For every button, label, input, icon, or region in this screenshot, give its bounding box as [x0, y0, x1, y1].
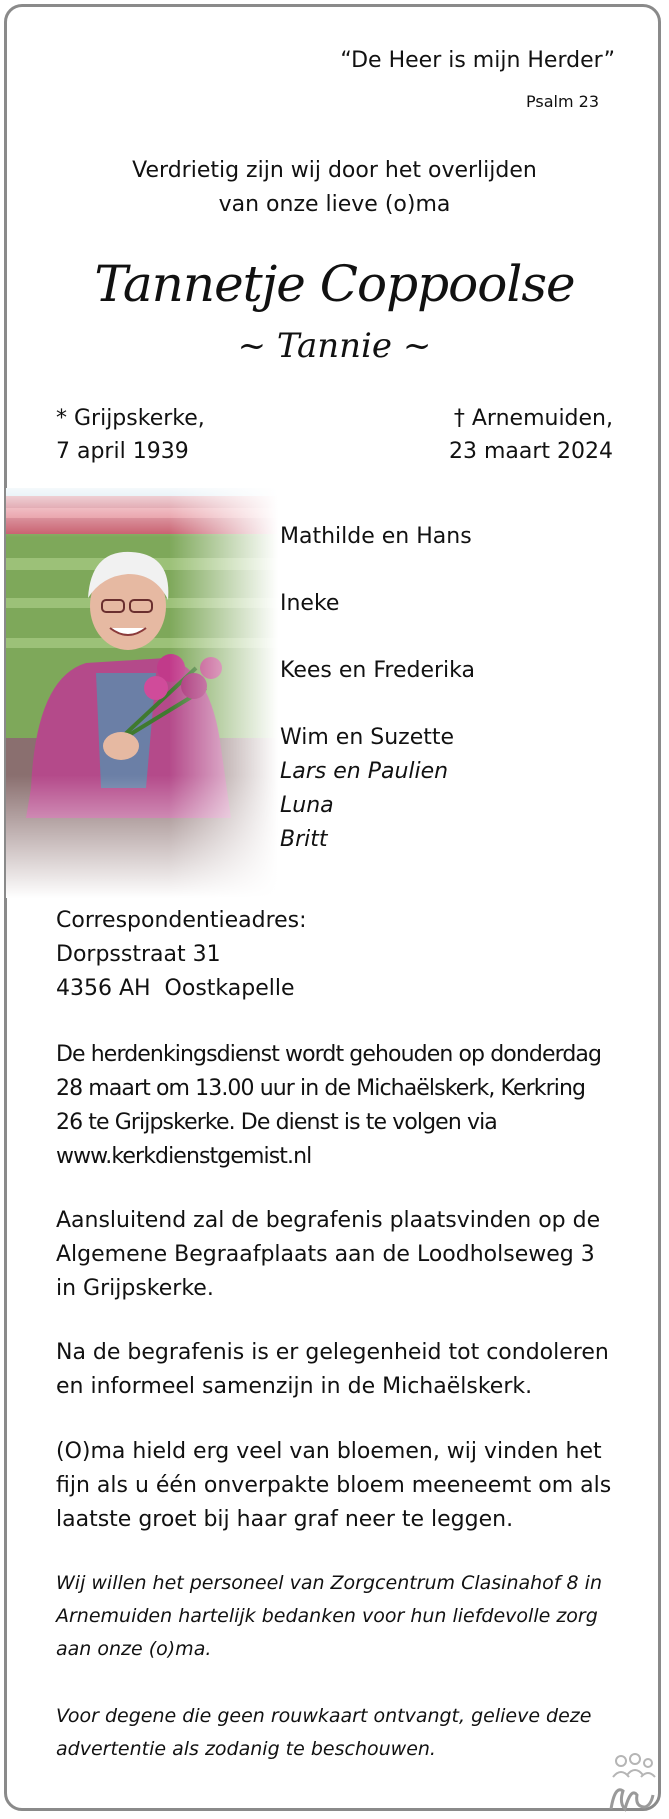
burial-paragraph: Aansluitend zal de begrafenis plaatsvinden op de Algemene Begraafplaats aan de Loodholseweg 3 in Grijpskerke. [56, 1208, 601, 1301]
service-paragraph: De herdenkingsdienst wordt gehouden op donderdag 28 maart om 13.00 uur in de Michaëlskerk, Kerkring 26 te Grijpskerke. De dienst is te volgen via www.kerkdienstgemist.nl [56, 1042, 602, 1169]
portrait-photo [6, 488, 278, 898]
address-street: Dorpsstraat 31 [56, 942, 221, 967]
deceased-name: Tannetje Coppoolse [94, 255, 575, 313]
address-label: Correspondentieadres: [56, 908, 307, 933]
intro-line-1: Verdrietig zijn wij door het overlijden [132, 158, 537, 183]
notice-paragraph: Voor degene die geen rouwkaart ontvangt, gelieve deze advertentie als zodanig te beschouwen. [56, 1705, 592, 1760]
death-place: † Arnemuiden, [453, 406, 613, 431]
death-date: 23 maart 2024 [448, 439, 613, 464]
family-member: Wim en Suzette [280, 725, 455, 750]
birth-date: 7 april 1939 [56, 439, 189, 464]
birth-place: * Grijpskerke, [56, 406, 205, 431]
thanks-paragraph: Wij willen het personeel van Zorgcentrum Clasinahof 8 in Arnemuiden hartelijk bedanken voor hun liefdevolle zorg aan onze (o)ma. [56, 1572, 602, 1660]
family-member: Luna [280, 793, 334, 818]
birth-info [56, 402, 205, 468]
flowers-paragraph: (O)ma hield erg veel van bloemen, wij vinden het fijn als u één onverpakte bloem meeneemt om als laatste groet bij haar graf neer te leggen. [56, 1439, 612, 1532]
family-member: Lars en Paulien [280, 759, 449, 784]
intro-text [0, 154, 669, 222]
family-member: Kees en Frederika [280, 658, 475, 683]
death-info [449, 402, 613, 468]
address-city: 4356 AH Oostkapelle [56, 976, 295, 1001]
psalm-reference: Psalm 23 [526, 92, 599, 111]
intro-line-2: van onze lieve (o)ma [218, 192, 451, 217]
family-member: Britt [280, 827, 328, 852]
deceased-nickname: ~ Tannie ~ [237, 326, 432, 366]
correspondence-address [56, 904, 307, 1006]
family-list [280, 520, 475, 857]
condolence-paragraph: Na de begrafenis is er gelegenheid tot condoleren en informeel samenzijn in de Michaëlskerk. [56, 1340, 609, 1399]
bible-quote: “De Heer is mijn Herder” [340, 48, 615, 73]
publisher-logo-icon [601, 1751, 663, 1813]
family-member: Ineke [280, 591, 340, 616]
family-member: Mathilde en Hans [280, 524, 472, 549]
